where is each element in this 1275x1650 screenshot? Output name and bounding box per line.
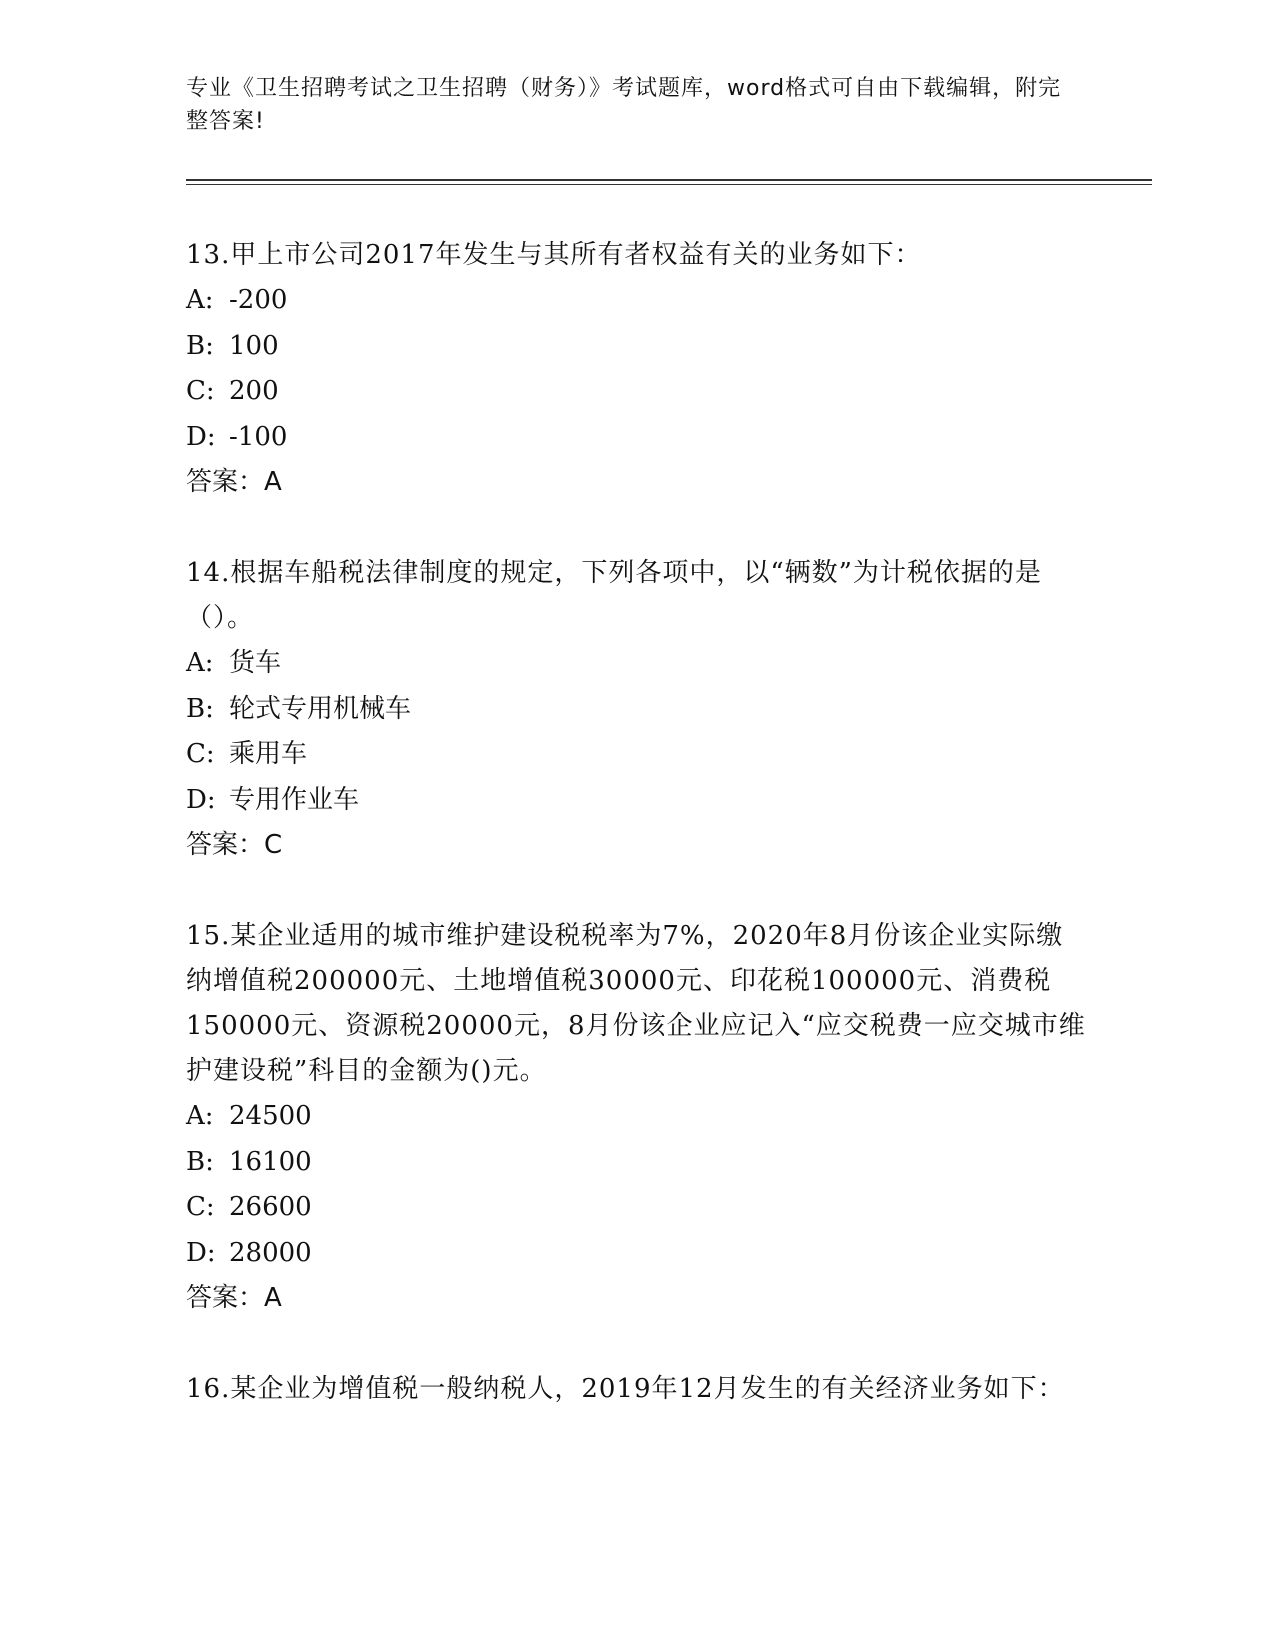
answer-line [186,460,1086,504]
option-text: 专用作业车 [229,784,360,815]
question-14 [186,551,1086,867]
option-label: A: [186,648,214,678]
option-b [186,1140,1086,1186]
option-a [186,1094,1086,1140]
option-text: 100 [229,330,279,361]
question-15 [186,914,1086,1320]
option-label: A: [186,285,214,315]
option-text: -200 [229,285,288,315]
answer-prefix: 答案： [186,467,265,497]
option-a [186,278,1086,324]
option-c [186,1185,1086,1231]
option-label: D: [186,784,216,815]
option-text: -100 [229,421,288,452]
option-text: 货车 [229,648,282,678]
question-stem: 15.某企业适用的城市维护建设税税率为7%，2020年8月份该企业实际缴纳增值税200000元、土地增值税30000元、印花税100000元、消费税150000元、资源税20000元，8月份该企业应记入“应交税费一应交城市维护建设税”科目的金额为()元。 [186,921,1086,1086]
option-text: 轮式专用机械车 [229,693,412,724]
option-text: 24500 [229,1101,312,1131]
answer-value: A [264,467,282,497]
answer-prefix: 答案： [186,1283,265,1313]
option-d [186,415,1086,461]
question-stem: 13.甲上市公司2017年发生与其所有者权益有关的业务如下： [186,240,922,270]
answer-value: A [264,1283,282,1313]
answer-prefix: 答案： [186,830,265,860]
answer-line [186,823,1086,867]
option-c [186,732,1086,778]
option-label: D: [186,1237,216,1268]
option-b [186,687,1086,733]
option-a [186,641,1086,687]
option-text: 200 [229,376,279,406]
option-label: C: [186,376,215,406]
question-stem: 14.根据车船税法律制度的规定，下列各项中，以“辆数”为计税依据的是（）。 [186,558,1042,633]
answer-line [186,1276,1086,1320]
option-label: B: [186,1146,214,1177]
option-text: 28000 [229,1237,312,1268]
option-text: 乘用车 [229,739,308,769]
header-divider-thin [186,184,1152,185]
header-note: 专业《卫生招聘考试之卫生招聘（财务）》考试题库，word格式可自由下载编辑，附完整答案! [186,76,1062,134]
option-d [186,1231,1086,1277]
option-c [186,369,1086,415]
option-label: A: [186,1101,214,1131]
option-label: C: [186,1192,215,1222]
option-label: B: [186,330,214,361]
question-stem: 16.某企业为增值税一般纳税人，2019年12月发生的有关经济业务如下： [186,1374,1065,1404]
option-label: D: [186,421,216,452]
option-b [186,324,1086,370]
question-16 [186,1367,1086,1412]
option-label: C: [186,739,215,769]
option-d [186,778,1086,824]
answer-value: C [264,830,283,860]
question-13 [186,233,1086,504]
header-divider-thick [186,179,1152,181]
option-text: 16100 [229,1146,312,1177]
option-text: 26600 [229,1192,312,1222]
option-label: B: [186,693,214,724]
